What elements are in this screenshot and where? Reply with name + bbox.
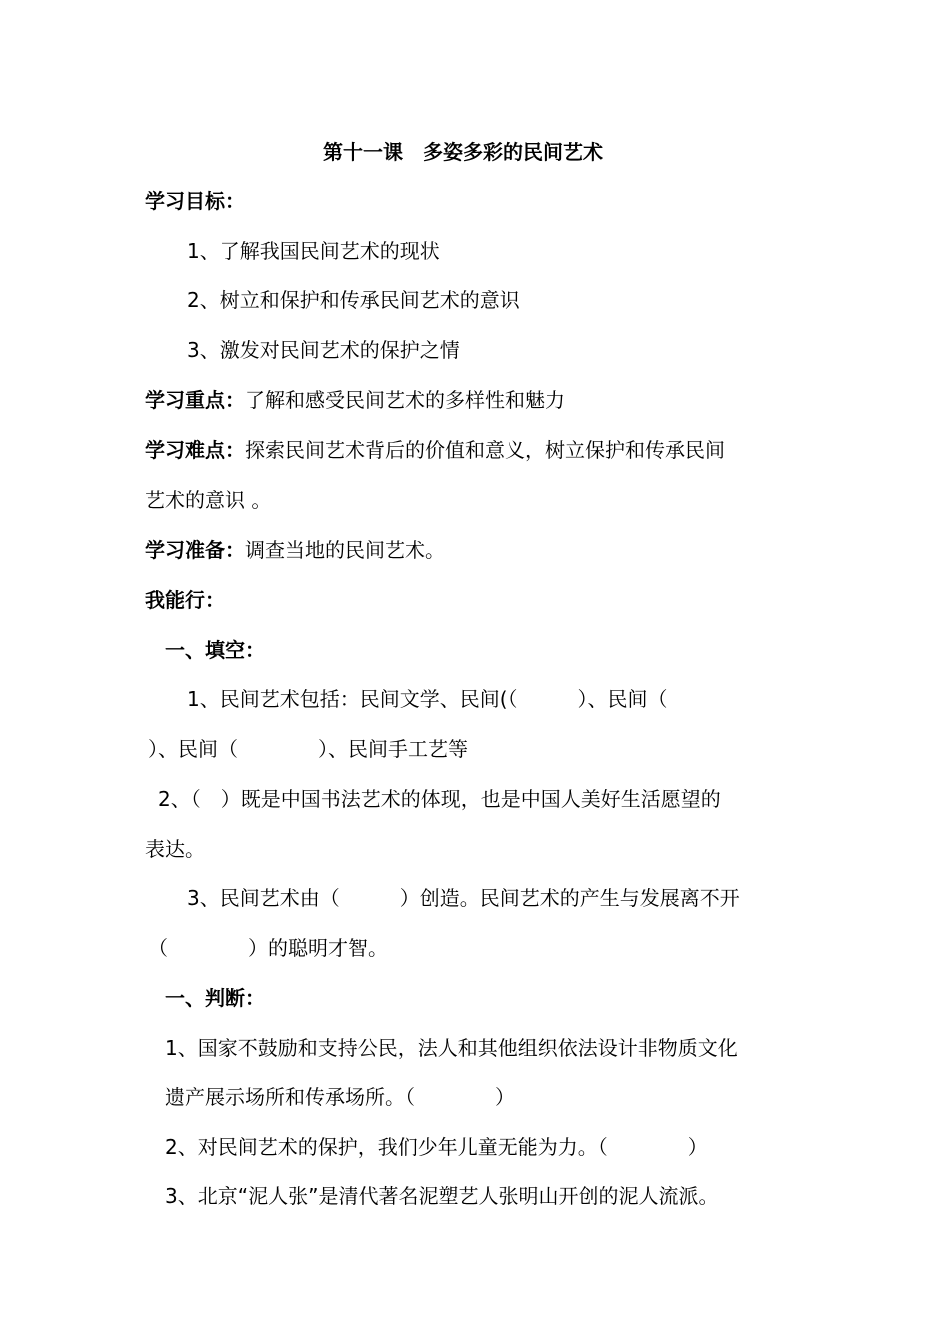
preparation-text: 调查当地的民间艺术。: [245, 538, 445, 562]
fill-q1-line1: 1、民间艺术包括：民间文学、民间(（ ）、民间（: [187, 687, 668, 711]
preparation-line: [145, 536, 445, 564]
difficulty-text-1: 探索民间艺术背后的价值和意义，树立保护和传承民间: [245, 438, 725, 462]
focus-text: 了解和感受民间艺术的多样性和魅力: [245, 388, 565, 412]
can-do-heading: 我能行：: [145, 588, 225, 612]
objective-item-1: 1、了解我国民间艺术的现状: [187, 239, 440, 263]
page-title: 第十一课 多姿多彩的民间艺术: [323, 140, 603, 164]
objective-item-3: 3、激发对民间艺术的保护之情: [187, 338, 460, 362]
objectives-heading: 学习目标：: [145, 189, 245, 213]
fill-q1-line2: ）、民间（ ）、民间手工艺等: [148, 737, 468, 761]
difficulty-line: [145, 436, 725, 464]
judge-q3: 3、北京“泥人张”是清代著名泥塑艺人张明山开创的泥人流派。: [165, 1184, 719, 1208]
fill-heading: 一、填空：: [165, 638, 265, 662]
fill-q2-line2: 表达。: [145, 837, 205, 861]
fill-q2-line1: 2、（ ）既是中国书法艺术的体现，也是中国人美好生活愿望的: [158, 787, 721, 811]
fill-q3-line1: 3、民间艺术由（ ）创造。民间艺术的产生与发展离不开: [187, 886, 740, 910]
objective-item-2: 2、树立和保护和传承民间艺术的意识: [187, 288, 520, 312]
judge-q2: 2、对民间艺术的保护，我们少年儿童无能为力。（ ）: [165, 1135, 708, 1159]
preparation-label: 学习准备：: [145, 538, 245, 562]
fill-q3-line2: （ ）的聪明才智。: [148, 936, 388, 960]
judge-heading: 一、判断：: [165, 986, 265, 1010]
judge-q1-line1: 1、国家不鼓励和支持公民，法人和其他组织依法设计非物质文化: [165, 1036, 738, 1060]
difficulty-label: 学习难点：: [145, 438, 245, 462]
focus-label: 学习重点：: [145, 388, 245, 412]
judge-q1-line2: 遗产展示场所和传承场所。（ ）: [165, 1085, 515, 1109]
focus-line: [145, 386, 565, 414]
difficulty-text-2: 艺术的意识 。: [145, 488, 272, 512]
